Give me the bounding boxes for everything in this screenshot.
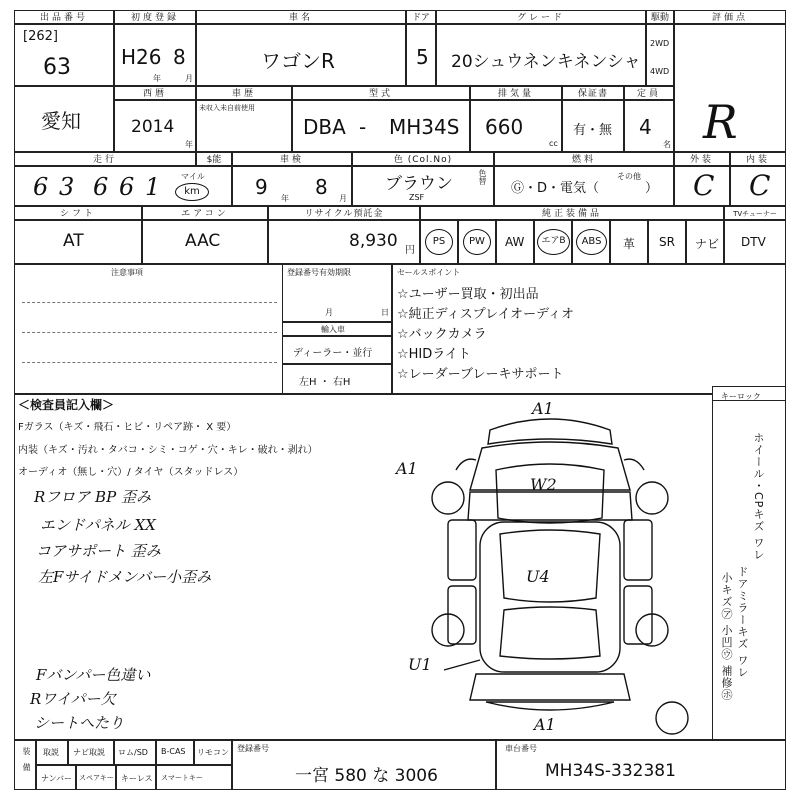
caution-label: 注意事項 bbox=[111, 268, 143, 277]
sales-point-1: ☆ユーザー買取・初出品 bbox=[397, 287, 539, 302]
equip-side-label: 装備 bbox=[22, 747, 31, 779]
model-cell bbox=[292, 100, 470, 152]
caution-cell bbox=[14, 264, 282, 394]
insp-month-unit: 月 bbox=[339, 194, 347, 203]
chassis-value: MH34S-332381 bbox=[545, 761, 676, 781]
item-remote: リモコン bbox=[197, 748, 229, 757]
seireki-label: 西暦 bbox=[114, 86, 196, 100]
capacity-unit: 名 bbox=[663, 140, 671, 149]
drive-label: 駆動 bbox=[646, 10, 674, 24]
steering-value: 左H ・ 右H bbox=[299, 377, 351, 388]
fuel-label: 燃料 bbox=[494, 152, 674, 166]
reg-expiry-label: 登録番号有効期限 bbox=[287, 268, 351, 277]
hand-note-5: Fバンパー色違い bbox=[36, 666, 151, 684]
equip-pw-cell[interactable] bbox=[458, 220, 496, 264]
damage-mark-rear-left: U1 bbox=[408, 655, 432, 674]
item-plate-cell[interactable] bbox=[36, 765, 76, 790]
keylock-label: キーロック bbox=[721, 392, 761, 401]
mileage-digit-5: 1 bbox=[145, 173, 161, 201]
mileage-digit-1: 6 bbox=[33, 173, 49, 201]
model-label: 型式 bbox=[292, 86, 470, 100]
color-change-label: 色替 bbox=[478, 169, 487, 185]
displacement-label: 排気量 bbox=[470, 86, 562, 100]
reg-month: 8 bbox=[173, 45, 186, 69]
aircon-value: AAC bbox=[185, 231, 221, 251]
reg-day-unit: 日 bbox=[381, 308, 389, 317]
hand-note-1: Rフロア BP 歪み bbox=[34, 488, 151, 506]
item-navi-manual-cell[interactable] bbox=[68, 740, 114, 765]
seireki-cell bbox=[114, 100, 196, 152]
item-bcas-cell[interactable] bbox=[156, 740, 194, 765]
equip-abs-cell[interactable] bbox=[572, 220, 610, 264]
import-label-cell bbox=[282, 322, 392, 336]
meter-label: $能 bbox=[196, 152, 232, 166]
dealer-value: ディーラー・並行 bbox=[293, 348, 373, 359]
damage-mark-front-left: A1 bbox=[396, 459, 418, 478]
aircon-label: エアコン bbox=[142, 206, 268, 220]
color-label: 色 (Col.No) bbox=[352, 152, 494, 166]
interior-cell bbox=[730, 166, 786, 206]
tv-tuner-label: TVチューナー bbox=[724, 206, 786, 220]
damage-mark-windshield: W2 bbox=[530, 475, 557, 494]
grade-label: グレード bbox=[436, 10, 646, 24]
reg-no-value: 一宮 580 な 3006 bbox=[295, 766, 438, 786]
damage-mark-roof: U4 bbox=[526, 567, 550, 586]
interior-line: 内装（キズ・汚れ・タバコ・シミ・コゲ・穴・キレ・破れ・剥れ） bbox=[18, 445, 318, 456]
reg-expiry-cell bbox=[282, 264, 392, 322]
legend-marks: 小キズ㋐ 小凹㋒ 補修㋭ bbox=[720, 572, 733, 701]
seireki-year: 2014 bbox=[131, 117, 175, 137]
equip-sr: SR bbox=[659, 235, 675, 249]
history-cell bbox=[196, 100, 292, 152]
recycle-value: 8,930 bbox=[349, 231, 398, 251]
shift-label: シフト bbox=[14, 206, 142, 220]
equip-ps: PS bbox=[425, 229, 453, 255]
fuel-close: ） bbox=[645, 181, 659, 196]
hand-note-2: エンドパネル XX bbox=[40, 516, 156, 534]
exterior-grade: C bbox=[693, 169, 715, 202]
mileage-cell bbox=[14, 166, 232, 206]
drive-4wd: 4WD bbox=[650, 67, 670, 76]
dealer-cell bbox=[282, 336, 392, 364]
car-name: ワゴンR bbox=[261, 49, 335, 73]
score-label: 評価点 bbox=[674, 10, 786, 24]
prefecture-cell: 愛知 bbox=[14, 86, 114, 152]
equip-airbag-cell[interactable] bbox=[534, 220, 572, 264]
item-keyless-cell[interactable] bbox=[116, 765, 156, 790]
shift-value: AT bbox=[63, 231, 84, 251]
equip-aw: AW bbox=[505, 235, 525, 249]
reg-no-label: 登録番号 bbox=[237, 744, 269, 753]
month-unit: 月 bbox=[185, 74, 193, 83]
era-year: H26 bbox=[121, 45, 162, 69]
audio-tire-line: オーディオ（無し・穴）/ タイヤ（スタッドレス） bbox=[18, 467, 244, 478]
recycle-unit: 円 bbox=[405, 245, 415, 256]
fuel-cell bbox=[494, 166, 674, 206]
inspection-label: 車検 bbox=[232, 152, 352, 166]
fuel-value: Ⓖ・D・電気（ bbox=[511, 181, 600, 196]
recycle-label: リサイクル預託金 bbox=[268, 206, 420, 220]
first-reg-cell bbox=[114, 24, 196, 86]
model-code: MH34S bbox=[389, 115, 460, 139]
drive-2wd: 2WD bbox=[650, 39, 670, 48]
displacement-cell bbox=[470, 100, 562, 152]
equip-leather-cell[interactable] bbox=[610, 220, 648, 264]
sales-label: セールスポイント bbox=[397, 268, 461, 277]
warranty-cell bbox=[562, 100, 624, 152]
capacity-label: 定員 bbox=[624, 86, 674, 100]
item-manual-cell[interactable] bbox=[36, 740, 68, 765]
car-name-label: 車名 bbox=[196, 10, 406, 24]
warranty-value: 有・無 bbox=[573, 123, 613, 138]
item-keyless: キーレス bbox=[121, 774, 153, 783]
equip-sr-cell[interactable] bbox=[648, 220, 686, 264]
cc-value: 660 bbox=[485, 115, 524, 139]
equip-dtv: DTV bbox=[741, 235, 766, 249]
seireki-unit: 年 bbox=[185, 140, 193, 149]
equip-dtv-cell[interactable] bbox=[724, 220, 786, 264]
shift-cell bbox=[14, 220, 142, 264]
car-diagram bbox=[396, 399, 680, 736]
interior-grade: C bbox=[749, 169, 771, 202]
exterior-cell bbox=[674, 166, 730, 206]
fuel-other-label: その他 bbox=[617, 172, 641, 181]
mile-label: マイル bbox=[181, 172, 205, 181]
grade-cell bbox=[436, 24, 646, 86]
sales-point-2: ☆純正ディスプレイオーディオ bbox=[397, 307, 575, 322]
lot-no: 63 bbox=[43, 55, 71, 80]
insp-year-unit: 年 bbox=[281, 194, 289, 203]
recycle-cell bbox=[268, 220, 420, 264]
item-remote-cell[interactable] bbox=[194, 740, 232, 765]
lot-bracket: [262] bbox=[23, 29, 58, 44]
reg-month-unit: 月 bbox=[325, 308, 333, 317]
equip-pw: PW bbox=[463, 229, 491, 255]
score-value: R bbox=[703, 95, 738, 149]
inspector-label: ＜検査員記入欄＞ bbox=[18, 398, 115, 412]
item-navi-manual: ナビ取説 bbox=[73, 748, 105, 757]
first-reg-label: 初度登録 bbox=[114, 10, 196, 24]
insp-year: 9 bbox=[255, 175, 268, 199]
interior-label: 内装 bbox=[730, 152, 786, 166]
warranty-label: 保証書 bbox=[562, 86, 624, 100]
equip-airbag: エアB bbox=[537, 229, 570, 255]
km-circle bbox=[175, 183, 209, 201]
mileage-digit-2: 3 bbox=[59, 173, 75, 201]
hand-note-3: コアサポート 歪み bbox=[36, 542, 161, 560]
color-code: ZSF bbox=[409, 193, 425, 202]
item-bcas: B-CAS bbox=[161, 747, 186, 756]
grade: 20シュウネンキネンシャ bbox=[451, 52, 641, 72]
chassis-cell bbox=[496, 740, 786, 790]
equipment-label: 純正装備品 bbox=[420, 206, 724, 220]
doors-cell bbox=[406, 24, 436, 86]
year-unit: 年 bbox=[153, 74, 161, 83]
legend-mirror: ドアミラーキズ ワレ bbox=[736, 566, 749, 679]
item-smart-key-cell[interactable] bbox=[156, 765, 232, 790]
door-label: ドア bbox=[406, 10, 436, 24]
lot-no-cell bbox=[14, 24, 114, 86]
legend-wheel: ホイール・CPキズ ワレ bbox=[752, 432, 765, 561]
capacity-value: 4 bbox=[639, 115, 652, 139]
insp-month: 8 bbox=[315, 175, 328, 199]
item-plate: ナンバー bbox=[41, 774, 73, 783]
windshield-line: Fガラス（キズ・飛石・ヒビ・リペア跡・ X 要） bbox=[18, 422, 237, 433]
equip-abs: ABS bbox=[576, 229, 607, 255]
item-manual: 取説 bbox=[43, 748, 59, 757]
sales-point-3: ☆バックカメラ bbox=[397, 327, 487, 342]
color-value: ブラウン bbox=[385, 174, 453, 194]
exterior-label: 外装 bbox=[674, 152, 730, 166]
item-spare-key: スペアキー bbox=[79, 774, 114, 782]
equip-leather: 革 bbox=[623, 237, 636, 251]
equip-navi: ナビ bbox=[695, 237, 720, 251]
equip-ps-cell[interactable] bbox=[420, 220, 458, 264]
item-rom-sd: ロム/SD bbox=[118, 748, 148, 757]
reg-no-cell bbox=[232, 740, 496, 790]
mileage-label: 走行 bbox=[14, 152, 196, 166]
km-label: km bbox=[184, 186, 200, 197]
model-prefix: DBA bbox=[303, 115, 346, 139]
score-cell bbox=[674, 24, 786, 152]
doors: 5 bbox=[416, 45, 429, 69]
hand-note-7: シートへたり bbox=[34, 714, 125, 732]
steering-cell bbox=[282, 364, 392, 394]
item-smart-key: スマートキー bbox=[161, 774, 203, 782]
import-note: 未収入未自前使用 bbox=[199, 104, 255, 112]
hand-note-6: Rワイパー欠 bbox=[30, 690, 116, 708]
equip-side-label-cell bbox=[14, 740, 36, 790]
sales-point-5: ☆レーダーブレーキサポート bbox=[397, 367, 564, 382]
aircon-cell bbox=[142, 220, 268, 264]
damage-mark-front-bumper: A1 bbox=[532, 399, 554, 418]
hand-note-4: 左Fサイドメンバー小歪み bbox=[38, 568, 212, 586]
cc-unit: cc bbox=[549, 139, 558, 148]
sales-point-4: ☆HIDライト bbox=[397, 347, 471, 362]
equip-navi-cell[interactable] bbox=[686, 220, 724, 264]
item-rom-sd-cell[interactable] bbox=[114, 740, 156, 765]
item-spare-key-cell[interactable] bbox=[76, 765, 116, 790]
lot-no-label: 出品番号 bbox=[14, 10, 114, 24]
mileage-digit-4: 6 bbox=[119, 173, 135, 201]
chassis-label: 車台番号 bbox=[505, 744, 537, 753]
mileage-digit-3: 6 bbox=[93, 173, 109, 201]
damage-mark-rear-bumper: A1 bbox=[534, 715, 556, 734]
car-name-cell bbox=[196, 24, 406, 86]
model-sep: - bbox=[359, 115, 367, 139]
equip-aw-cell[interactable] bbox=[496, 220, 534, 264]
import-label: 輸入車 bbox=[321, 325, 345, 334]
drive-cell bbox=[646, 24, 674, 86]
color-cell bbox=[352, 166, 494, 206]
capacity-cell bbox=[624, 100, 674, 152]
inspection-cell bbox=[232, 166, 352, 206]
history-label: 車歴 bbox=[196, 86, 292, 100]
sales-points-cell bbox=[392, 264, 786, 394]
